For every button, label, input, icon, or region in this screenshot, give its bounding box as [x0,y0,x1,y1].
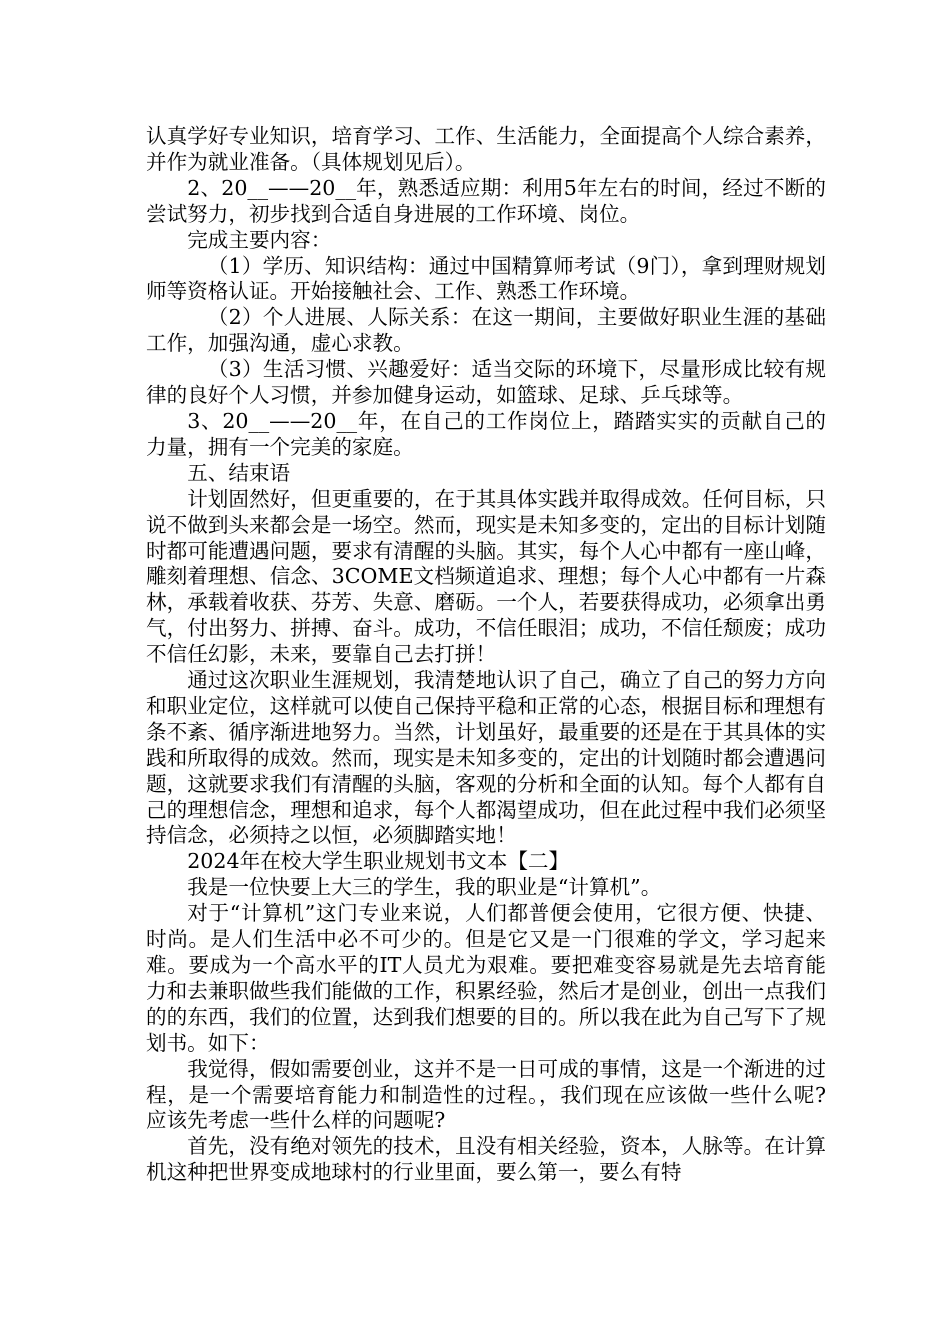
document-title-part-2: 2024年在校大学生职业规划书文本【二】 [187,849,570,874]
paragraph-item-3: （3）生活习惯、兴趣爱好：适当交际的环境下，尽量形成比较有规律的良好个人习惯，并参加健身运动，如篮球、足球、乒乓球等。 [146,357,826,408]
paragraph-item-2: （2）个人进展、人际关系：在这一期间，主要做好职业生涯的基础工作，加强沟通，虚心求教。 [146,305,826,356]
paragraph-stage-2: 2、20__——20__年，熟悉适应期：利用5年左右的时间，经过不断的尝试努力，初步找到合适自身进展的工作环境、岗位。 [146,175,826,226]
paragraph-conclusion-2: 通过这次职业生涯规划，我清楚地认识了自己，确立了自己的努力方向和职业定位，这样就可以使自己保持平稳和正常的心态，根据目标和理想有条不紊、循序渐进地努力。当然，计划虽好，最重要的还是在于其具体的实践和所取得的成效。然而，现实是未知多变的，定出的计划随时都会遭遇问题，这就要求我们有清醒的头脑，客观的分析和全面的认知。每个人都有自己的理想信念，理想和追求，每个人都渴望成功，但在此过程中我们必须坚持信念，必须持之以恒，必须脚踏实地！ [146,668,826,848]
paragraph-intro: 我是一位快要上大三的学生，我的职业是“计算机”。 [187,875,662,900]
paragraph-startup: 我觉得，假如需要创业，这并不是一日可成的事情，这是一个渐进的过程，是一个需要培育能力和制造性的过程。，我们现在应该做一些什么呢?应该先考虑一些什么样的问题呢? [146,1056,826,1133]
paragraph-first: 首先，没有绝对领先的技术，且没有相关经验，资本，人脉等。在计算机这种把世界变成地球村的行业里面，要么第一，要么有特 [146,1134,826,1185]
paragraph-continuation: 认真学好专业知识，培育学习、工作、生活能力，全面提高个人综合素养，并作为就业准备。（具体规划见后）。 [146,124,826,174]
paragraph-conclusion-1: 计划固然好，但更重要的，在于其具体实践并取得成效。任何目标，只说不做到头来都会是一场空。然而，现实是未知多变的，定出的目标计划随时都可能遭遇问题，要求有清醒的头脑。其实，每个人心中都有一座山峰，雕刻着理想、信念、3COME文档频道追求、理想；每个人心中都有一片森林，承载着收获、芬芳、失意、磨砺。一个人，若要获得成功，必须拿出勇气，付出努力、拼搏、奋斗。成功，不信任眼泪；成功，不信任颓废；成功不信任幻影，未来，要靠自己去打拼！ [146,486,826,667]
section-heading-conclusion: 五、结束语 [187,460,291,485]
document-page [146,124,826,1186]
paragraph-main-content-heading: 完成主要内容： [187,227,332,252]
paragraph-stage-3: 3、20__——20__年，在自己的工作岗位上，踏踏实实的贡献自己的力量，拥有一个完美的家庭。 [146,408,826,459]
paragraph-computer: 对于“计算机”这门专业来说，人们都普便会使用，它很方便、快捷、时尚。是人们生活中必不可少的。但是它又是一门很难的学文，学习起来难。要成为一个高水平的IT人员尤为艰难。要把难变容易就是先去培育能力和去兼职做些我们能做的工作，积累经验，然后才是创业，创出一点我们的的东西，我们的位置，达到我们想要的目的。所以我在此为自己写下了规划书。如下： [146,901,826,1055]
paragraph-item-1: （1）学历、知识结构：通过中国精算师考试（9门），拿到理财规划师等资格认证。开始接触社会、工作、熟悉工作环境。 [146,253,826,304]
